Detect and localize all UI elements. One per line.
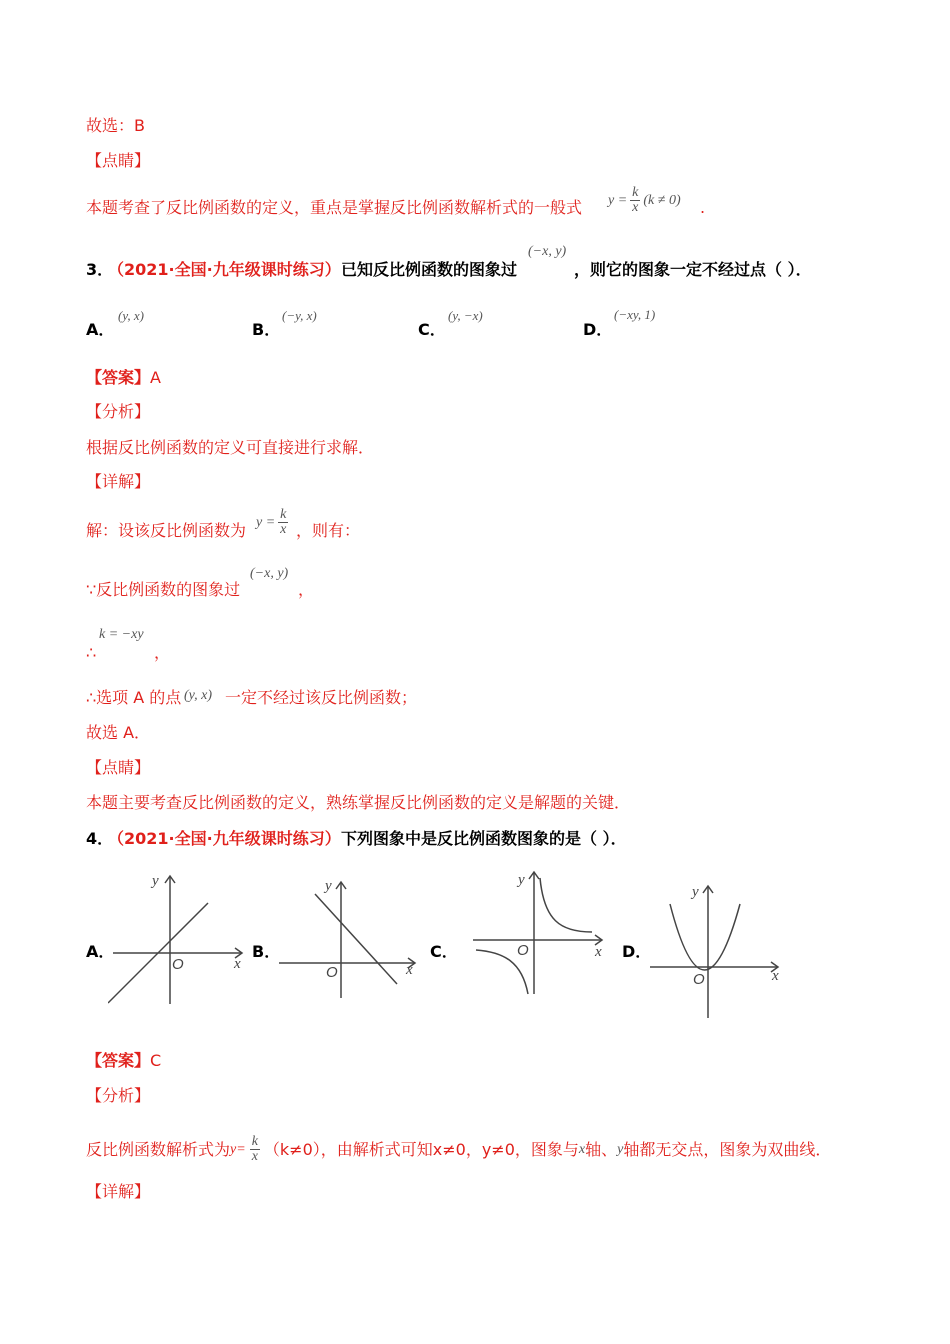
detail-formula-num: k (280, 507, 287, 522)
formula-den: x (632, 200, 639, 215)
answer-value: C (150, 1051, 162, 1070)
q3-detail-line3-expr: k = −xy (99, 627, 144, 642)
q4-option-b-label: B． (252, 942, 281, 961)
q4-number: 4． (86, 829, 114, 848)
q4-option-a-label: A． (86, 942, 115, 961)
analysis-y: y≠0， (481, 1139, 531, 1159)
q4-analysis-tag: 【分析】 (86, 1086, 151, 1105)
answer-tag: 【答案】 (86, 368, 151, 387)
q3-option-b-value: (−y, x) (282, 308, 317, 323)
analysis-den: x (251, 1149, 258, 1164)
q3-option-d-label: D． (583, 320, 613, 339)
q3-detail-line5: 故选 A． (86, 723, 151, 742)
dianjing-tag-q2: 【点睛】 (86, 151, 151, 170)
analysis-d: 轴都无交点，图象为双曲线． (623, 1139, 832, 1159)
q3-stem-b: ，则它的图象一定不经过点（ ）． (574, 260, 812, 279)
graph-a-x-label: x (234, 956, 241, 972)
analysis-c: 轴、 (585, 1139, 618, 1159)
graph-d-x-label: x (772, 968, 779, 984)
analysis-x: x≠0， (432, 1139, 482, 1159)
graph-c-y-label: y (518, 872, 525, 888)
graph-d-y-label: y (692, 884, 699, 900)
q3-option-d-value: (−xy, 1) (614, 307, 656, 322)
graph-a-y-label: y (152, 873, 159, 889)
analysis-a: 反比例函数解析式为 (86, 1139, 231, 1159)
q3-option-a-value: (y, x) (118, 308, 144, 323)
q3-detail-tag: 【详解】 (86, 472, 151, 491)
summary-end: . (700, 198, 706, 217)
q3-analysis-tag: 【分析】 (86, 402, 151, 421)
q3-detail-line4-b: 一定不经过该反比例函数； (225, 688, 418, 707)
general-formula (608, 186, 681, 215)
q3-detail-line1-b: ，则有： (296, 521, 361, 540)
analysis-cond: （k≠0），由解析式可知 (263, 1139, 433, 1159)
formula-num: k (632, 185, 639, 200)
analysis-fraction (250, 1135, 260, 1164)
detail-formula-lhs: y = (256, 514, 276, 530)
graph-d-parabola (670, 904, 740, 970)
q3-detail-line4-point: (y, x) (184, 688, 212, 703)
analysis-xaxis: x (578, 1141, 586, 1157)
q3-source: （2021·全国·九年级课时练习） (108, 260, 341, 279)
q4-answer (86, 1051, 161, 1071)
summary-text-q2 (86, 198, 582, 218)
q4-graph-a (108, 868, 248, 1008)
q4-detail-tag: 【详解】 (86, 1182, 151, 1201)
graph-c-origin: O (517, 942, 529, 959)
graph-a-origin: O (172, 956, 184, 973)
graph-d-origin: O (693, 971, 705, 988)
q3-dianjing-tag: 【点睛】 (86, 758, 151, 777)
q4-option-d-label: D． (622, 942, 652, 961)
q3-detail-line4-a: ∴选项 A 的点 (86, 688, 182, 707)
choose-answer-q2: 故选：B (86, 116, 145, 135)
graph-b-origin: O (326, 964, 338, 981)
detail-formula-den: x (280, 522, 287, 537)
graph-b-y-label: y (325, 878, 332, 894)
formula-cond: (k ≠ 0) (643, 192, 681, 208)
q3-detail-line2-b: ， (298, 580, 315, 599)
analysis-yaxis: y (617, 1141, 624, 1157)
answer-tag: 【答案】 (86, 1051, 151, 1070)
summary-text: 本题考查了反比例函数的定义，重点是掌握反比例函数解析式的一般式 (86, 198, 583, 217)
analysis-num: k (251, 1134, 258, 1149)
q4-graph-c (470, 868, 610, 998)
graph-b-x-label: x (406, 962, 413, 978)
q3-detail-line2-a: ∵反比例函数的图象过 (86, 580, 241, 599)
q3-answer (86, 368, 161, 388)
detail-formula-fraction (278, 508, 288, 537)
graph-c-upper-branch (540, 878, 592, 932)
q3-option-c-value: (y, −x) (448, 308, 483, 323)
q3-number: 3． (86, 260, 114, 279)
q3-analysis-text: 根据反比例函数的定义可直接进行求解． (86, 438, 375, 457)
q3-detail-line1-a: 解：设该反比例函数为 (86, 521, 247, 540)
analysis-lhs: y= (230, 1141, 246, 1157)
q3-option-b-label: B． (252, 320, 281, 339)
formula-fraction (630, 186, 640, 215)
q4-stem: 下列图象中是反比例函数图象的是（ ）． (341, 829, 627, 848)
q3-detail-line3-b: ， (154, 643, 171, 662)
q3-dianjing-text: 本题主要考查反比例函数的定义，熟练掌握反比例函数的定义是解题的关键． (86, 793, 631, 812)
q4-option-c-label: C． (430, 942, 458, 961)
q3-detail-line2-point: (−x, y) (250, 566, 289, 581)
q3-detail-formula (256, 508, 288, 537)
answer-value: A (150, 368, 161, 387)
q3-stem-a: 已知反比例函数的图象过 (341, 260, 518, 279)
analysis-b: 图象与 (530, 1139, 579, 1159)
q4-graph-b (275, 870, 425, 1000)
q4-analysis-line (86, 1135, 831, 1164)
q4-graph-d (648, 876, 793, 1026)
q3-option-a-label: A． (86, 320, 115, 339)
q4-source: （2021·全国·九年级课时练习） (108, 829, 341, 848)
formula-lhs: y = (608, 192, 628, 208)
q3-detail-line3-sym: ∴ (86, 643, 97, 662)
q3-stem-point: (−x, y) (528, 244, 567, 259)
graph-c-x-label: x (595, 944, 602, 960)
q3-option-c-label: C． (418, 320, 446, 339)
